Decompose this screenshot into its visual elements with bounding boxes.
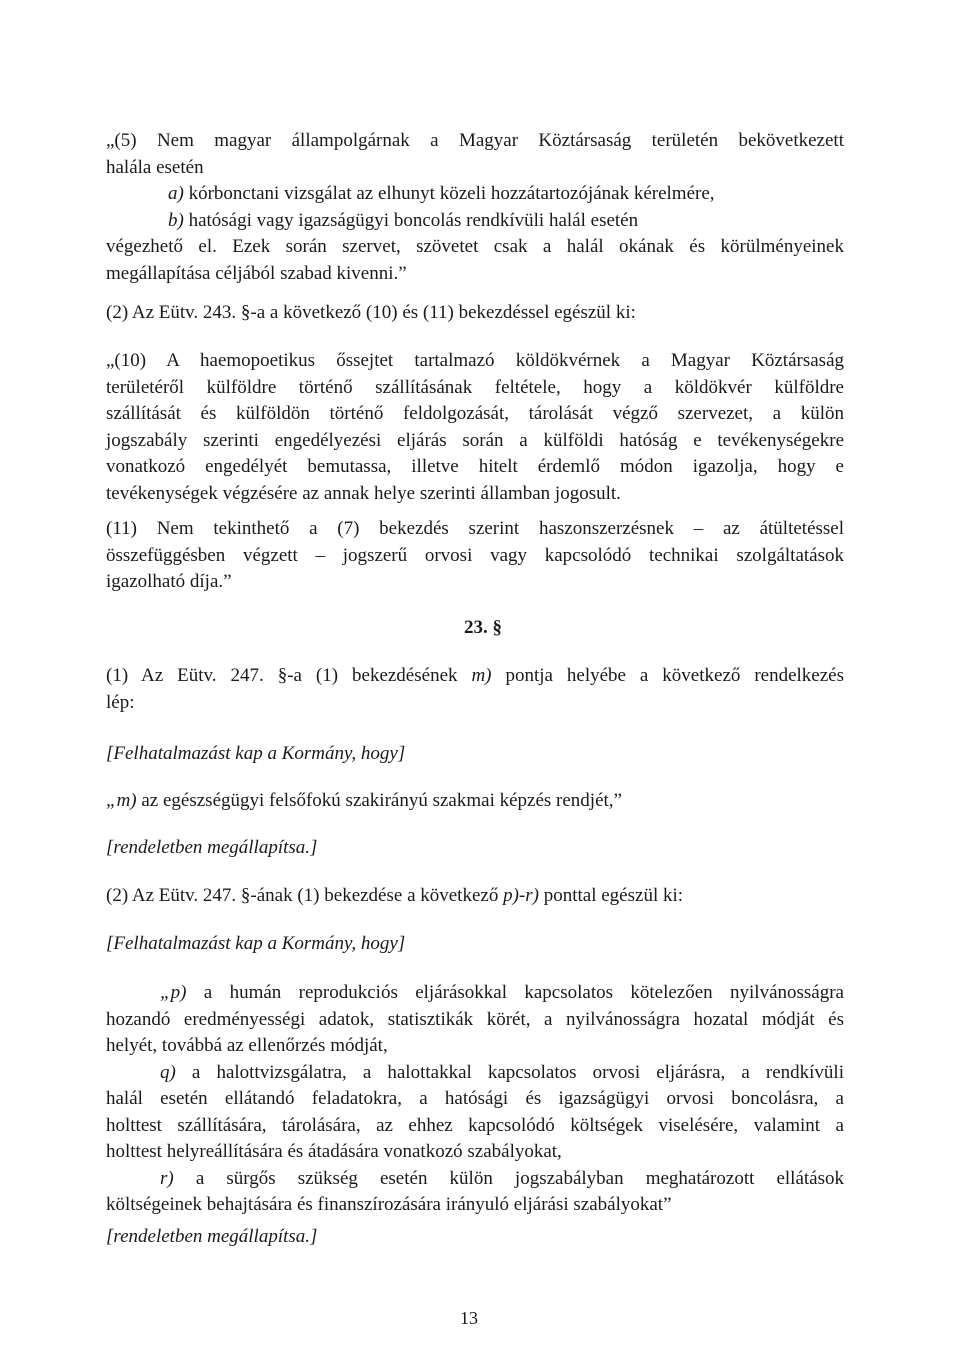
point-a [106, 181, 844, 208]
point-text: a halottvizsgálatra, a halottakkal kapcsolatos orvosi eljárásra, a rendkívüli [175, 1061, 844, 1083]
point-text: a sürgős szükség esetén külön jogszabályban meghatározott ellátások [173, 1167, 844, 1189]
point-mark: „m) [106, 790, 137, 811]
text-line: költségeinek behajtására és finanszírozására irányuló eljárási szabályokat” [106, 1194, 672, 1215]
text-line: szállítását és külföldön történő feldolgozását, tárolását végző szervezet, a külön [106, 403, 844, 424]
paragraph-5 [106, 128, 844, 287]
text-line: megállapítása céljából szabad kivenni.” [106, 262, 407, 284]
point-mark: r) [160, 1167, 174, 1189]
text-line: hozandó eredményességi adatok, statisztikák körét, a nyilvánosságra hozatal módját és [106, 1008, 844, 1030]
text-segment: (1) Az Eütv. 247. §-a (1) bekezdésének [106, 665, 472, 686]
point-mark: b) [168, 209, 184, 231]
closing-bracket-2 [106, 1224, 844, 1251]
text-line: végezhető el. Ezek során szervet, szövetet csak a halál okának és körülményeinek [106, 236, 844, 257]
text-line: (2) Az Eütv. 243. §-a a következő (10) és (11) bekezdéssel egészül ki: [106, 302, 636, 323]
intro-bracket-1 [106, 741, 844, 768]
text-segment: (2) Az Eütv. 247. §-ának (1) bekezdése a következő [106, 885, 504, 906]
text-line: (11) Nem tekinthető a (7) bekezdés szerint haszonszerzésnek – az átültetéssel [106, 518, 844, 539]
section-23-point-1 [106, 663, 844, 716]
point-mark: q) [160, 1061, 176, 1083]
text-line: jogszabály szerinti engedélyezési eljárás során a külföldi hatóság e tevékenységekre [106, 429, 844, 451]
page-number: 13 [460, 1308, 478, 1328]
point-b [106, 208, 844, 235]
text-line: összefüggésben végzett – jogszerű orvosi vagy kapcsolódó technikai szolgáltatások [106, 544, 844, 566]
text-line: vonatkozó engedélyét bemutassa, illetve hitelt érdemlő módon igazolja, hogy e [106, 456, 844, 477]
paragraph-10 [106, 348, 844, 507]
point-text: az egészségügyi felsőfokú szakirányú szakmai képzés rendjét,” [136, 790, 622, 811]
section-heading: 23. § [464, 617, 502, 638]
text-line: „(5) Nem magyar állampolgárnak a Magyar Köztársaság területén bekövetkezett [106, 130, 844, 151]
point-mark: a) [168, 183, 184, 204]
text-line: tevékenységek végzésére az annak helye szerinti államban jogosult. [106, 482, 621, 504]
text-line: területéről külföldre történő szállításának feltétele, hogy a köldökvér külföldre [106, 376, 844, 398]
text-line: [Felhatalmazást kap a Kormány, hogy] [106, 933, 406, 954]
text-line: holttest szállítására, tárolására, az ehhez kapcsolódó költségek viselésére, valamint a [106, 1114, 844, 1136]
text-line: lép: [106, 691, 135, 713]
text-line: „(10) A haemopoetikus őssejtet tartalmazó köldökvérnek a Magyar Köztársaság [106, 350, 844, 371]
text-segment: pontja helyébe a következő rendelkezés [491, 665, 844, 686]
text-line [106, 788, 844, 815]
section-23-point-2 [106, 883, 844, 910]
text-line [106, 1060, 844, 1087]
points-p-q-r [106, 980, 844, 1219]
text-line: halála esetén [106, 156, 204, 178]
text-line: helyét, továbbá az ellenőrzés módját, [106, 1035, 388, 1056]
text-line [106, 980, 844, 1007]
text-line: holttest helyreállítására és átadására vonatkozó szabályokat, [106, 1141, 562, 1162]
text-line [106, 663, 844, 690]
text-line [106, 1166, 844, 1193]
text-line: [rendeletben megállapítsa.] [106, 837, 318, 858]
text-line: [Felhatalmazást kap a Kormány, hogy] [106, 743, 406, 764]
point-m [106, 788, 844, 815]
point-mark: „p) [160, 982, 187, 1003]
text-line: halál esetén ellátandó feladatokra, a hatósági és igazságügyi orvosi boncolásra, a [106, 1088, 844, 1109]
text-line: [rendeletben megállapítsa.] [106, 1226, 318, 1247]
closing-bracket-1 [106, 835, 844, 862]
intro-bracket-2 [106, 931, 844, 958]
text-line [106, 883, 844, 910]
paragraph-11 [106, 516, 844, 596]
point-mark: p)-r) [503, 885, 539, 906]
amendment-intro-2 [106, 300, 844, 327]
text-segment: ponttal egészül ki: [538, 885, 684, 906]
point-mark: m) [471, 665, 492, 686]
point-text: kórbonctani vizsgálat az elhunyt közeli hozzátartozójának kérelmére, [183, 183, 715, 204]
point-text: a humán reprodukciós eljárásokkal kapcsolatos kötelezően nyilvánosságra [186, 982, 844, 1003]
text-line: igazolható díja.” [106, 571, 232, 592]
point-text: hatósági vagy igazságügyi boncolás rendkívüli halál esetén [183, 209, 639, 231]
